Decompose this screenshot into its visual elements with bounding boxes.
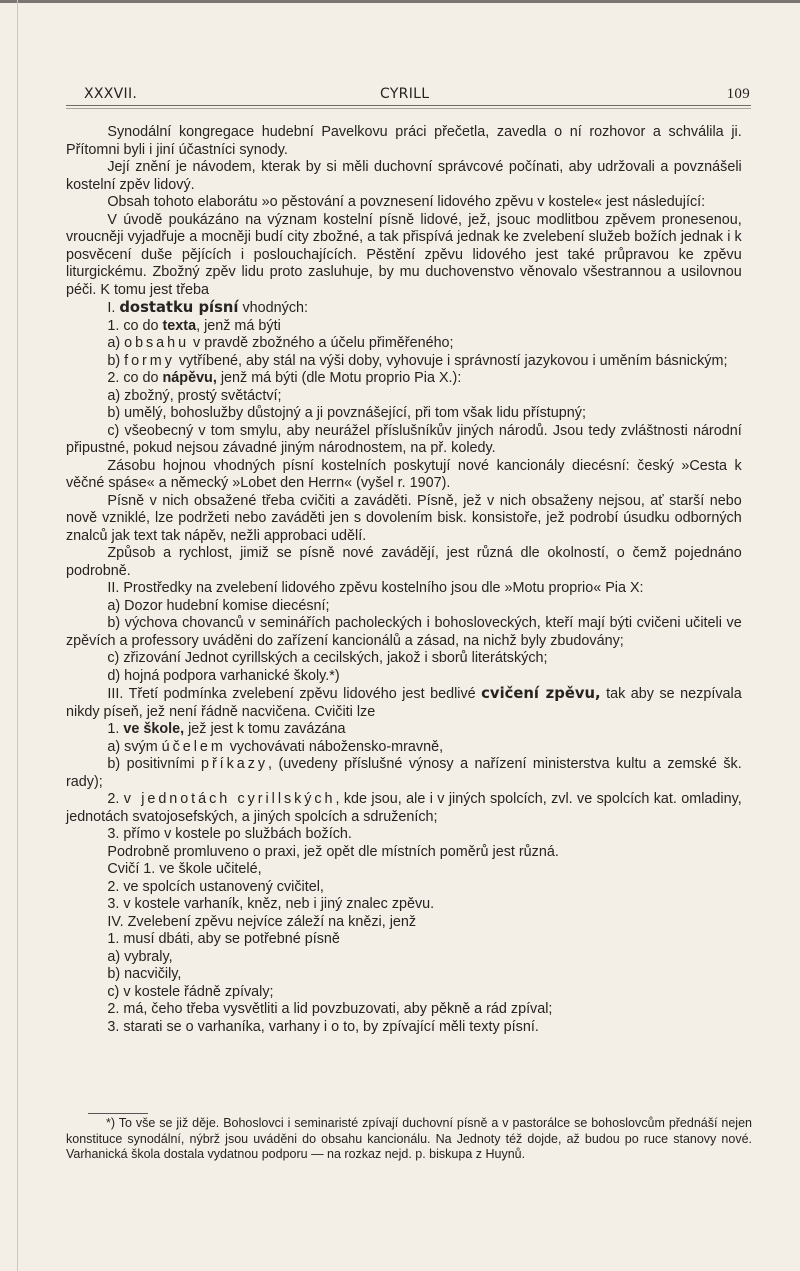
text-run: a) Dozor hudební komise diecésní; bbox=[107, 597, 330, 614]
text-run: Synodální kongregace hudební Pavelkovu práci přečetla, zavedla o ní rozhovor a schválila ji. Přítomni byli i jiní účastníci synody. bbox=[66, 124, 742, 158]
emphasis-text: cvičení zpěvu, bbox=[481, 684, 601, 702]
text-run: a) vybraly, bbox=[107, 948, 173, 965]
text-run: c) zřizování Jednot cyrillských a cecilských, jakož i sborů literátských; bbox=[107, 650, 548, 666]
text-run: v pravdě zbožného a účelu přiměřeného; bbox=[189, 335, 454, 351]
paragraph bbox=[66, 966, 742, 984]
text-run: IV. Zvelebení zpěvu nejvíce záleží na knězi, jenž bbox=[107, 913, 417, 930]
text-run: a) svým bbox=[107, 738, 162, 755]
emphasis-text: účelem bbox=[161, 738, 226, 755]
paragraph bbox=[66, 423, 742, 458]
text-run: Její znění je návodem, kterak by si měli duchovní správcové počínati, aby udržovali a povznášeli kostelní zpěv lidový. bbox=[66, 159, 742, 193]
text-run: 1. bbox=[107, 721, 124, 737]
footnote bbox=[66, 1116, 752, 1163]
text-run: Písně v nich obsažené třeba cvičiti a zaváděti. Písně, jež v nich obsaženy nejsou, ať starší nebo nově vzniklé, lze podržeti nebo zaváděti jen s dovolením bisk. konsistoře, jež podrobí úsudku odborných znalců jak text tak nápěv, nežli approbaci udělí. bbox=[66, 492, 742, 544]
emphasis-text: obsahu bbox=[124, 335, 190, 351]
paragraph bbox=[66, 159, 742, 194]
paragraph bbox=[66, 931, 742, 949]
text-run: 3. přímo v kostele po službách božích. bbox=[107, 826, 352, 842]
text-run: Obsah tohoto elaborátu »o pěstování a povznesení lidového zpěvu v kostele« jest následující: bbox=[107, 194, 706, 210]
text-run: 2. co do bbox=[107, 370, 163, 386]
text-run: vhodných: bbox=[238, 300, 309, 316]
text-run: b) nacvičily, bbox=[107, 966, 182, 982]
text-run: II. Prostředky na zvelebení lidového zpěvu kostelního jsou dle »Motu proprio« Pia X: bbox=[107, 580, 644, 596]
paragraph bbox=[66, 739, 742, 757]
page-number: 109 bbox=[726, 86, 750, 102]
paragraph bbox=[66, 984, 742, 1002]
text-run: Podrobně promluveno o praxi, jež opět dle místních poměrů jest různá. bbox=[107, 843, 559, 860]
paragraph bbox=[66, 879, 742, 897]
emphasis-text: texta bbox=[162, 317, 197, 334]
text-run: Cvičí 1. ve škole učitelé, bbox=[107, 861, 262, 877]
paragraph bbox=[66, 580, 742, 598]
text-run: jenž má býti (dle Motu proprio Pia X.): bbox=[216, 370, 462, 386]
emphasis-text: příkazy bbox=[200, 756, 269, 772]
text-run: d) hojná podpora varhanické školy.*) bbox=[107, 667, 340, 684]
text-run: 2. má, čeho třeba vysvětliti a lid povzbuzovati, aby pěkně a rád zpíval; bbox=[107, 1001, 553, 1017]
paragraph bbox=[66, 493, 742, 546]
paragraph bbox=[66, 721, 742, 739]
paragraph bbox=[66, 405, 742, 423]
text-run: 1. musí dbáti, aby se potřebné písně bbox=[107, 931, 340, 947]
paragraph bbox=[66, 545, 742, 580]
paragraph bbox=[66, 370, 742, 388]
paragraph bbox=[66, 598, 742, 616]
text-run: , kde jsou, ale i v jiných spolcích, zvl. ve spolcích kat. omladiny, jednotách svatojosefských, a jiných spolcích a sdruženích; bbox=[66, 791, 742, 825]
paragraph bbox=[66, 896, 742, 914]
paragraph bbox=[66, 458, 742, 493]
text-run: tak aby se nezpívala nikdy píseň, jež není řádně nacvičena. Cvičiti lze bbox=[66, 686, 742, 720]
paragraph bbox=[66, 353, 742, 371]
emphasis-text: ve škole, bbox=[123, 721, 185, 737]
text-run: b) umělý, bohoslužby důstojný a ji povznášející, při tom však lidu přístupný; bbox=[107, 405, 586, 421]
body-text bbox=[66, 124, 742, 1036]
paragraph bbox=[66, 949, 742, 967]
footnote-rule bbox=[88, 1113, 148, 1114]
paragraph bbox=[66, 1019, 742, 1037]
text-run: 3. starati se o varhaníka, varhany i o to, by zpívající měli texty písní. bbox=[107, 1018, 539, 1035]
page-margin-line bbox=[17, 0, 18, 1271]
text-run: , (uvedeny příslušné výnosy a nařízení ministerstva kultu a zemské šk. rady); bbox=[66, 756, 742, 790]
emphasis-text: v jednotách cyrillských bbox=[123, 791, 336, 807]
paragraph bbox=[66, 685, 742, 721]
paragraph bbox=[66, 318, 742, 336]
text-run: Způsob a rychlost, jimiž se písně nové zavádějí, jest různá dle okolností, o čemž pojednáno podrobně. bbox=[66, 545, 742, 579]
paragraph bbox=[66, 756, 742, 791]
text-run: vychovávati nábožensko-mravně, bbox=[225, 738, 444, 755]
paragraph bbox=[66, 791, 742, 826]
paragraph bbox=[66, 650, 742, 668]
text-run: Zásobu hojnou vhodných písní kostelních poskytují nové kancionály diecésní: český »Cesta k věčné spáse« a německý »Lobet den Herrn« (vyšel r. 1907). bbox=[66, 457, 742, 491]
scan-top-edge bbox=[0, 0, 800, 3]
text-run: a) bbox=[107, 335, 125, 351]
chapter-number: XXXVII. bbox=[84, 86, 138, 102]
text-run: III. Třetí podmínka zvelebení zpěvu lidového jest bedlivé bbox=[107, 686, 482, 702]
header-rule bbox=[66, 105, 751, 109]
paragraph bbox=[66, 124, 742, 159]
paragraph bbox=[66, 212, 742, 300]
text-run: c) v kostele řádně zpívaly; bbox=[107, 983, 274, 1000]
text-run: b) positivními bbox=[107, 756, 201, 772]
emphasis-text: formy bbox=[124, 352, 175, 369]
text-run: 2. bbox=[107, 791, 124, 807]
paragraph bbox=[66, 826, 742, 844]
paragraph bbox=[66, 388, 742, 406]
text-run: , jenž má býti bbox=[196, 317, 281, 334]
text-run: I. bbox=[107, 300, 120, 316]
emphasis-text: nápěvu, bbox=[162, 370, 217, 386]
text-run: 3. v kostele varhaník, kněz, neb i jiný znalec zpěvu. bbox=[107, 896, 435, 912]
text-run: 1. co do bbox=[107, 317, 163, 334]
paragraph bbox=[66, 299, 742, 318]
paragraph bbox=[66, 668, 742, 686]
paragraph bbox=[66, 335, 742, 353]
paragraph bbox=[66, 615, 742, 650]
paragraph bbox=[66, 861, 742, 879]
paragraph bbox=[66, 914, 742, 932]
text-run: a) zbožný, prostý světáctví; bbox=[107, 387, 282, 404]
running-title: CYRILL bbox=[380, 86, 430, 102]
text-run: c) všeobecný v tom smylu, aby neurážel příslušníkův jiných národů. Jsou tedy zvláštnosti národní připustné, pokud nejsou závadné jiným národnostem, na př. koledy. bbox=[66, 422, 742, 456]
footnote-text: *) To vše se již děje. Bohoslovci i seminaristé zpívají duchovní písně a v pastorálce se bohoslovcům přednáší nejen konstituce synodální, nýbrž jsou uváděni do obsahu kancionálu. Na Jednoty též dojde, až budou po ruce stanovy nové. Varhanická škola dostala vydatnou podporu — na rozkaz nejd. p. biskupa z Huynů. bbox=[66, 1116, 752, 1161]
paragraph bbox=[66, 194, 742, 212]
text-run: V úvodě poukázáno na význam kostelní písně lidové, jež, jsouc modlitbou zpěvem pronesenou, vroucněji vyjadřuje a mocněji budí city zbožné, a tak přispívá jednak ke zvelebení služeb božích jednak i k posvěcení duše pějících i poslouchajících. Pěstění zpěvu lidového jest také průpravou ke zpěvu liturgickému. Zbožný zpěv lidu proto zasluhuje, by mu duchovenstvo věnovalo všestrannou a usilovnou péči. K tomu jest třeba bbox=[66, 211, 742, 298]
paragraph bbox=[66, 844, 742, 862]
paragraph bbox=[66, 1001, 742, 1019]
text-run: vytříbené, aby stál na výši doby, vyhovuje i správností jazykovou i uměním básnickým; bbox=[174, 352, 728, 369]
text-run: 2. ve spolcích ustanovený cvičitel, bbox=[107, 878, 324, 895]
emphasis-text: dostatku písní bbox=[119, 298, 239, 316]
text-run: jež jest k tomu zavázána bbox=[184, 721, 346, 737]
text-run: b) výchova chovanců v seminářích pacholeckých i bohosloveckých, kteří mají býti cvičeni učiteli ve zpěvích a professory uváděni do zařízení kancionálů a zásad, na nichž byly zbudovány; bbox=[66, 615, 742, 649]
text-run: b) bbox=[107, 352, 125, 369]
